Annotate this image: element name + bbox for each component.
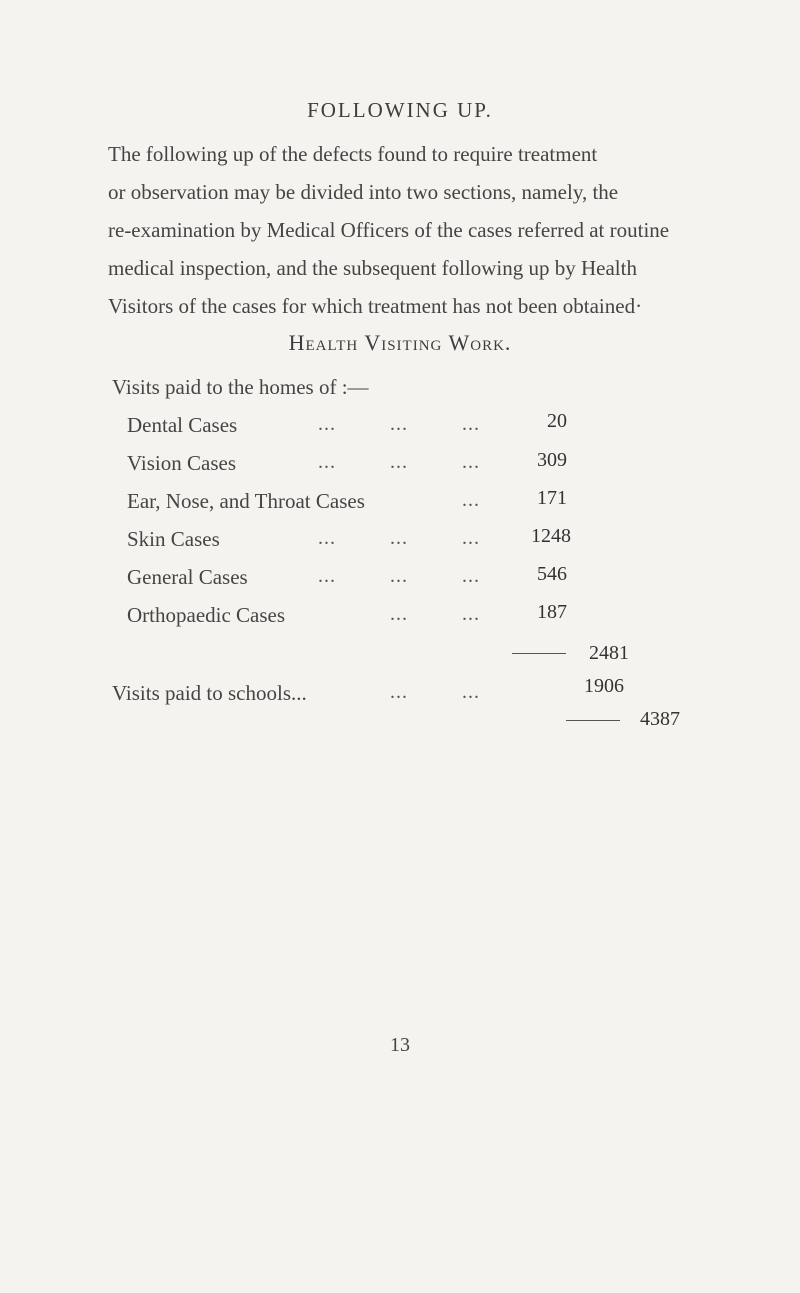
leader-dots: ...: [318, 527, 336, 549]
schools-value: 1906: [584, 675, 624, 697]
leader-dots: ...: [390, 413, 408, 435]
row-label-orthopaedic: Orthopaedic Cases: [127, 603, 286, 627]
homes-visits-label: Visits paid to the homes of :—: [112, 375, 369, 399]
leader-dots: ...: [462, 413, 480, 435]
leader-dots: ...: [390, 527, 408, 549]
leader-dots: ...: [390, 451, 408, 473]
row-label-ent: Ear, Nose, and Throat Cases: [127, 489, 365, 513]
leader-dots: ...: [318, 565, 336, 587]
row-label-general: General Cases: [127, 565, 248, 589]
homes-total: 2481: [589, 642, 629, 664]
paragraph-line-2: or observation may be divided into two sections, namely, the: [108, 180, 619, 204]
leader-dots: ...: [462, 451, 480, 473]
leader-dots: ...: [390, 681, 408, 703]
page-number: 13: [390, 1034, 410, 1056]
row-value-vision: 309: [537, 449, 567, 471]
leader-dots: ...: [462, 565, 480, 587]
row-label-dental: Dental Cases: [127, 413, 238, 437]
paragraph-line-4: medical inspection, and the subsequent following up by Health: [108, 256, 637, 280]
leader-dots: ...: [462, 489, 480, 511]
paragraph-line-5: Visitors of the cases for which treatment has not been obtained·: [108, 294, 643, 318]
leader-dots: ...: [390, 565, 408, 587]
schools-visits-label: Visits paid to schools...: [112, 681, 307, 705]
leader-dots: ...: [390, 603, 408, 625]
row-value-dental: 20: [547, 410, 567, 432]
row-value-skin: 1248: [531, 525, 571, 547]
leader-dots: ...: [462, 603, 480, 625]
page-heading: FOLLOWING UP.: [307, 98, 493, 122]
leader-dots: ...: [462, 681, 480, 703]
row-value-general: 546: [537, 563, 567, 585]
row-label-vision: Vision Cases: [127, 451, 236, 475]
row-value-orthopaedic: 187: [537, 601, 567, 623]
leader-dots: ...: [318, 413, 336, 435]
section-title: Health Visiting Work.: [288, 330, 512, 355]
row-label-skin: Skin Cases: [127, 527, 220, 551]
grand-total: 4387: [640, 708, 680, 730]
leader-dots: ...: [462, 527, 480, 549]
grand-total-rule: [566, 720, 620, 721]
paragraph-line-1: The following up of the defects found to require treatment: [108, 142, 598, 166]
subtotal-rule: [512, 653, 566, 654]
paragraph-line-3: re-examination by Medical Officers of the cases referred at routine: [108, 218, 670, 242]
row-value-ent: 171: [537, 487, 567, 509]
leader-dots: ...: [318, 451, 336, 473]
